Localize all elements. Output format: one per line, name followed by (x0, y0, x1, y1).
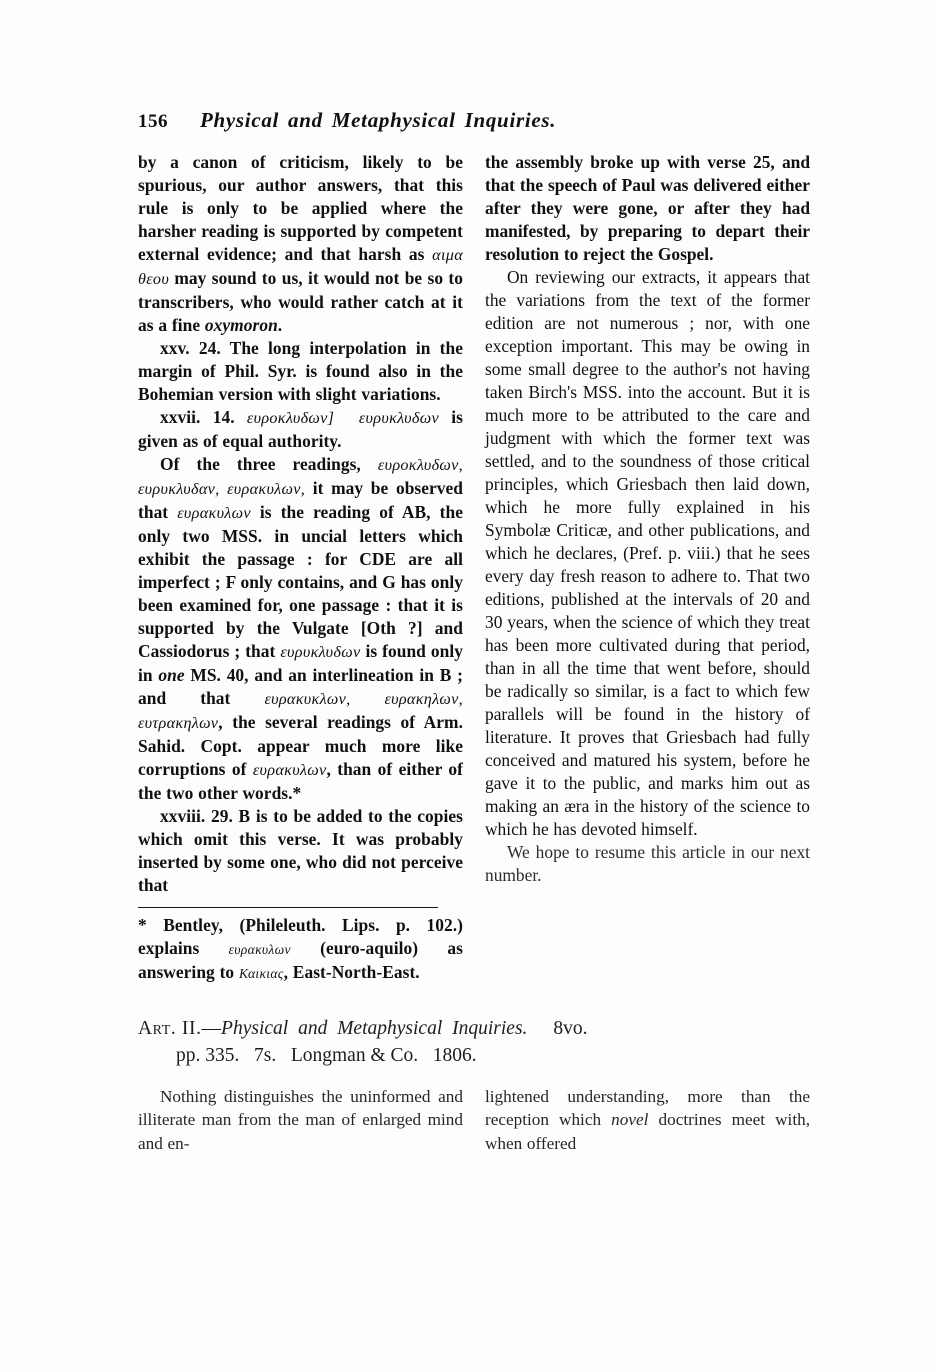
article-format: 8vo. (553, 1018, 588, 1039)
italic-oxymoron: oxymoron (204, 315, 278, 335)
text-run: is the reading of AB, the only two MSS. in uncial letters which exhibit the passage : for CDE are all imperfect ; F only contains, and G has only been examined for, one passage : that it is supported by the Vulgate [Oth ?] and Cassiodorus ; that (138, 502, 463, 661)
greek-aima-theou: αιμα θεου (138, 246, 463, 288)
page-content (138, 108, 810, 1155)
article-body-left-column (138, 1085, 463, 1155)
footnote-block (138, 907, 463, 985)
text-run: it may be observed that (138, 478, 464, 522)
article-number-label: Art. II. (138, 1018, 202, 1039)
article-opening-body (138, 1085, 810, 1155)
paragraph-on-reviewing-extracts: On reviewing our extracts, it appears that the variations from the text of the former edition are not numerous ; nor, with one exception important. This may be owing in some small degree to the author's not having taken Birch's MSS. into the account. But it is much more to be attributed to the care and judgment with which the former text was settled, and to the soundness of those critical principles, which Griesbach then laid down, which he more fully explained in his Symbolæ Criticæ, and other publications, and which he declares, (Pref. p. viii.) that he sees every day fresh reason to adhere to. That two editions, published at the intervals of 20 and 30 years, when the science of which they treat has been more cultivated during that period, than in all the time that went before, should be radically so similar, is a fact to which few parallels will be found in the history of literature. It proves that Griesbach had fully conceived and matured his system, before he gave it to the public, and marks him out as making an æra in the history of the science to which he has devoted himself. (485, 267, 810, 839)
text-run: Of the three readings, (160, 454, 378, 474)
text-run: by a canon of criticism, likely to be spurious, our author answers, that this rule is only to be applied where the harsher reading is supported by competent external evidence; and that harsh as (138, 152, 463, 264)
text-run: is given as of equal authority. (138, 407, 463, 451)
running-head-title: Physical and Metaphysical Inquiries. (200, 108, 557, 132)
text-run: is found only in (138, 641, 463, 685)
verse-reference: xxvii. 14. (160, 407, 247, 427)
greek-eurakylon-2: ευρακυλων (252, 761, 327, 779)
article-year: 1806. (432, 1045, 477, 1066)
paragraph-three-readings (138, 453, 463, 805)
right-column (485, 151, 810, 985)
paragraph-xxvii-14 (138, 406, 463, 453)
text-run: lightened understanding, more than the reception which (485, 1087, 810, 1130)
left-column (138, 151, 463, 985)
article-heading-line-1 (138, 1015, 810, 1042)
article-heading-line-2 (138, 1042, 810, 1069)
text-run: , the several readings of Arm. Sahid. Copt. appear much more like corruptions of (138, 712, 463, 779)
paragraph-xxv-24: xxv. 24. The long interpolation in the margin of Phil. Syr. is found also in the Bohemian version with slight variations. (138, 338, 463, 404)
greek-euryklydon: ευρυκλυδων (358, 409, 439, 427)
greek-eurakylon-1: ευρακυλων (177, 504, 251, 522)
article-dash: — (201, 1018, 222, 1039)
paragraph-assembly-broke-up: the assembly broke up with verse 25, and that the speech of Paul was delivered either after they were gone, or after they had manifested, by preparing to depart their resolution to reject the Gospel. (485, 152, 810, 264)
text-run: , than of either of the two other words. (138, 759, 463, 803)
article-body-right-column (485, 1085, 810, 1155)
text-run: doctrines meet with, when offered (485, 1110, 810, 1153)
greek-kaikias: Καικιας (238, 966, 284, 981)
footnote-separator-rule (138, 907, 438, 908)
footnote-bentley (138, 914, 463, 985)
paragraph-lightened-understanding (485, 1085, 810, 1155)
two-column-body (138, 151, 810, 985)
paragraph-we-hope-resume: We hope to resume this article in our next number. (485, 842, 810, 885)
greek-readings-list: ευροκλυδων, ευρυκλυδαν, ευρακυλων, (138, 456, 463, 498)
text-run: may sound to us, it would not be so to transcribers, who would rather catch at it as a fine (138, 268, 463, 335)
footnote-marker: * (138, 915, 147, 935)
article-heading (138, 1015, 810, 1069)
running-head (138, 108, 810, 133)
text-run: . (277, 315, 283, 335)
greek-euroklydon-bracket: ευροκλυδων] (246, 409, 335, 427)
greek-eurakylon-footnote: ευρακυλων (228, 942, 291, 957)
article-publisher: Longman & Co. (290, 1045, 419, 1066)
text-run: , East-North-East. (283, 962, 420, 982)
paragraph-criticism-canon (138, 151, 463, 337)
article-page-count: pp. 335. (176, 1045, 240, 1066)
article-title: Physical and Metaphysical Inquiries. (221, 1018, 528, 1039)
paragraph-xxviii-29: xxviii. 29. B is to be added to the copies which omit this verse. It was probably inserted by some one, who did not perceive that (138, 806, 463, 895)
text-run: MS. 40, and an interlineation in B ; and that (138, 665, 463, 708)
greek-variant-readings: ευρακυκλων, ευρακηλων, ευτρακηλων (138, 690, 463, 732)
paragraph-nothing-distinguishes: Nothing distinguishes the uninformed and illiterate man from the man of enlarged mind and en- (138, 1087, 463, 1153)
text-run: Bentley, (Phileleuth. Lips. p. 102.) explains (138, 915, 463, 958)
italic-one: one (158, 665, 185, 685)
text-run: (euro-aquilo) as answering to (138, 938, 463, 982)
footnote-reference-marker: * (292, 783, 302, 803)
italic-novel: novel (611, 1110, 649, 1130)
greek-euryklydon-2: ευρυκλυδων (280, 643, 361, 661)
article-price: 7s. (254, 1045, 277, 1066)
page-folio-number: 156 (138, 111, 168, 132)
